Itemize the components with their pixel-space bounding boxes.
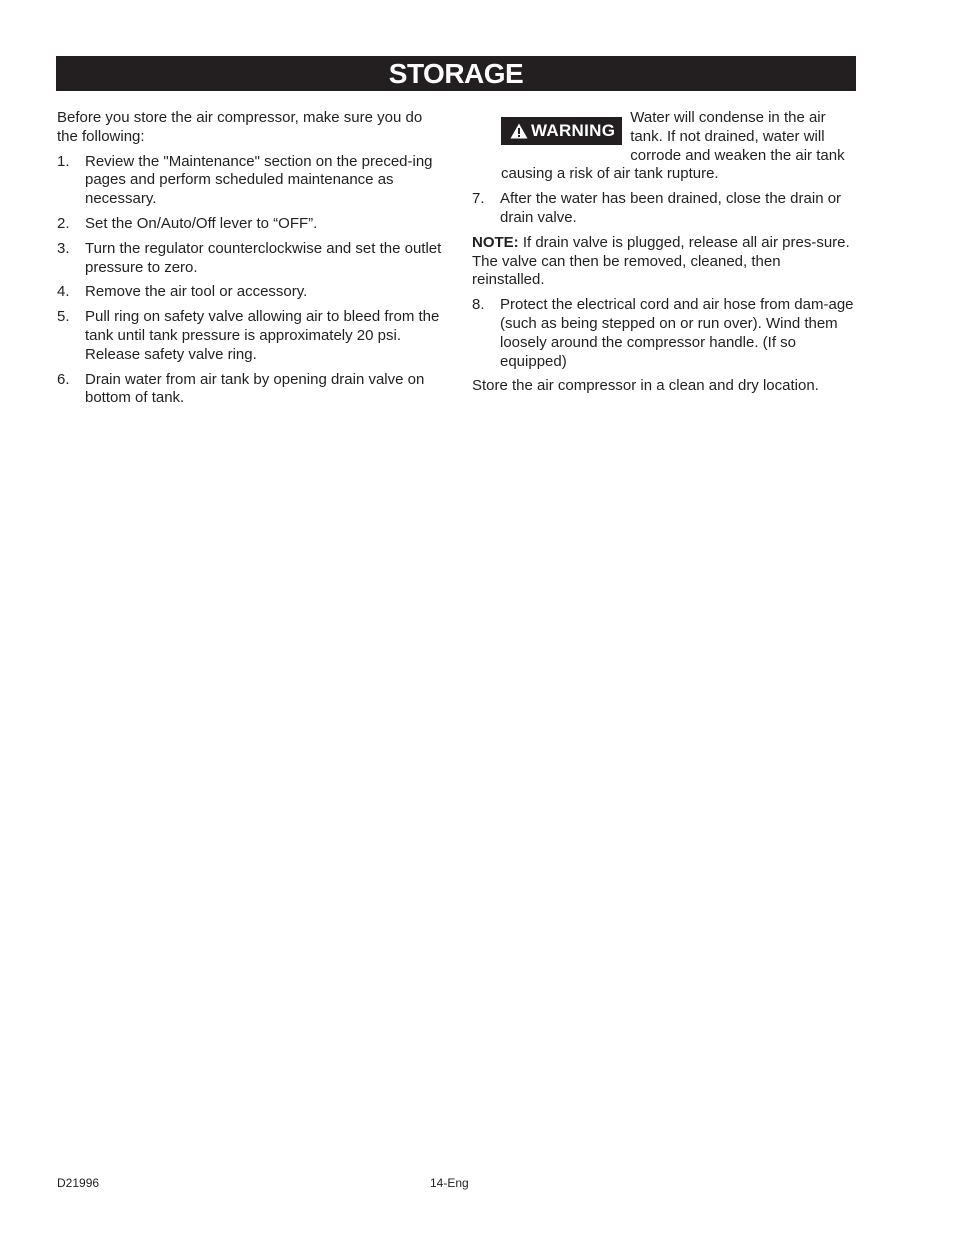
- list-item-7: [472, 190, 857, 228]
- list-item-8: [472, 296, 857, 371]
- list-item-number: 4.: [57, 283, 70, 301]
- list-item-text: Pull ring on safety valve allowing air to bleed from the tank until tank pressure is approximately 20 psi. Release safety valve ring.: [85, 308, 440, 363]
- list-item-5: [57, 308, 442, 364]
- document-number: D21996: [57, 1176, 100, 1190]
- list-item-number: 5.: [57, 308, 70, 326]
- list-item-3: [57, 240, 442, 278]
- list-item-4: [57, 283, 442, 302]
- warning-label: WARNING: [531, 120, 616, 140]
- warning-text: Water will condense in the air tank. If not drained, water will corrode and weaken the air tank causing a risk of air tank rupture.: [501, 109, 845, 183]
- note-text: If drain valve is plugged, release all air pres-sure. The valve can then be removed, cleaned, then reinstalled.: [472, 233, 850, 289]
- warning-triangle-icon: [510, 123, 528, 139]
- page-title: STORAGE: [388, 58, 524, 89]
- left-column: [57, 109, 442, 414]
- list-item-number: 6.: [57, 370, 70, 388]
- list-item-number: 8.: [472, 296, 485, 314]
- note-label: NOTE:: [472, 233, 519, 251]
- closing-text: Store the air compressor in a clean and dry location.: [472, 377, 819, 395]
- list-item-text: Turn the regulator counterclockwise and set the outlet pressure to zero.: [85, 239, 442, 276]
- title-bar: [56, 56, 856, 91]
- right-column: [472, 109, 857, 402]
- list-item-number: 7.: [472, 190, 485, 208]
- list-item-text: Set the On/Auto/Off lever to “OFF”.: [85, 214, 318, 232]
- list-item-text: Drain water from air tank by opening drain valve on bottom of tank.: [85, 370, 425, 407]
- warning-block: [501, 109, 857, 184]
- list-item-1: [57, 153, 442, 209]
- note-paragraph: [472, 234, 857, 290]
- warning-badge: [501, 117, 622, 145]
- list-item-number: 3.: [57, 239, 70, 257]
- intro-text: Before you store the air compressor, make sure you do the following:: [57, 109, 423, 145]
- list-item-text: Remove the air tool or accessory.: [85, 283, 308, 301]
- list-item-2: [57, 215, 442, 234]
- list-item-number: 1.: [57, 152, 70, 170]
- list-item-text: After the water has been drained, close the drain or drain valve.: [500, 190, 842, 226]
- list-item-number: 2.: [57, 214, 70, 232]
- list-item-text: Review the "Maintenance" section on the preced-ing pages and perform scheduled maintenance as necessary.: [85, 152, 433, 208]
- list-item-6: [57, 371, 442, 409]
- page-number: 14-Eng: [430, 1176, 469, 1190]
- list-item-text: Protect the electrical cord and air hose from dam-age (such as being stepped on or run over). Wind them loosely around the compressor handle. (If so equipped): [500, 296, 854, 370]
